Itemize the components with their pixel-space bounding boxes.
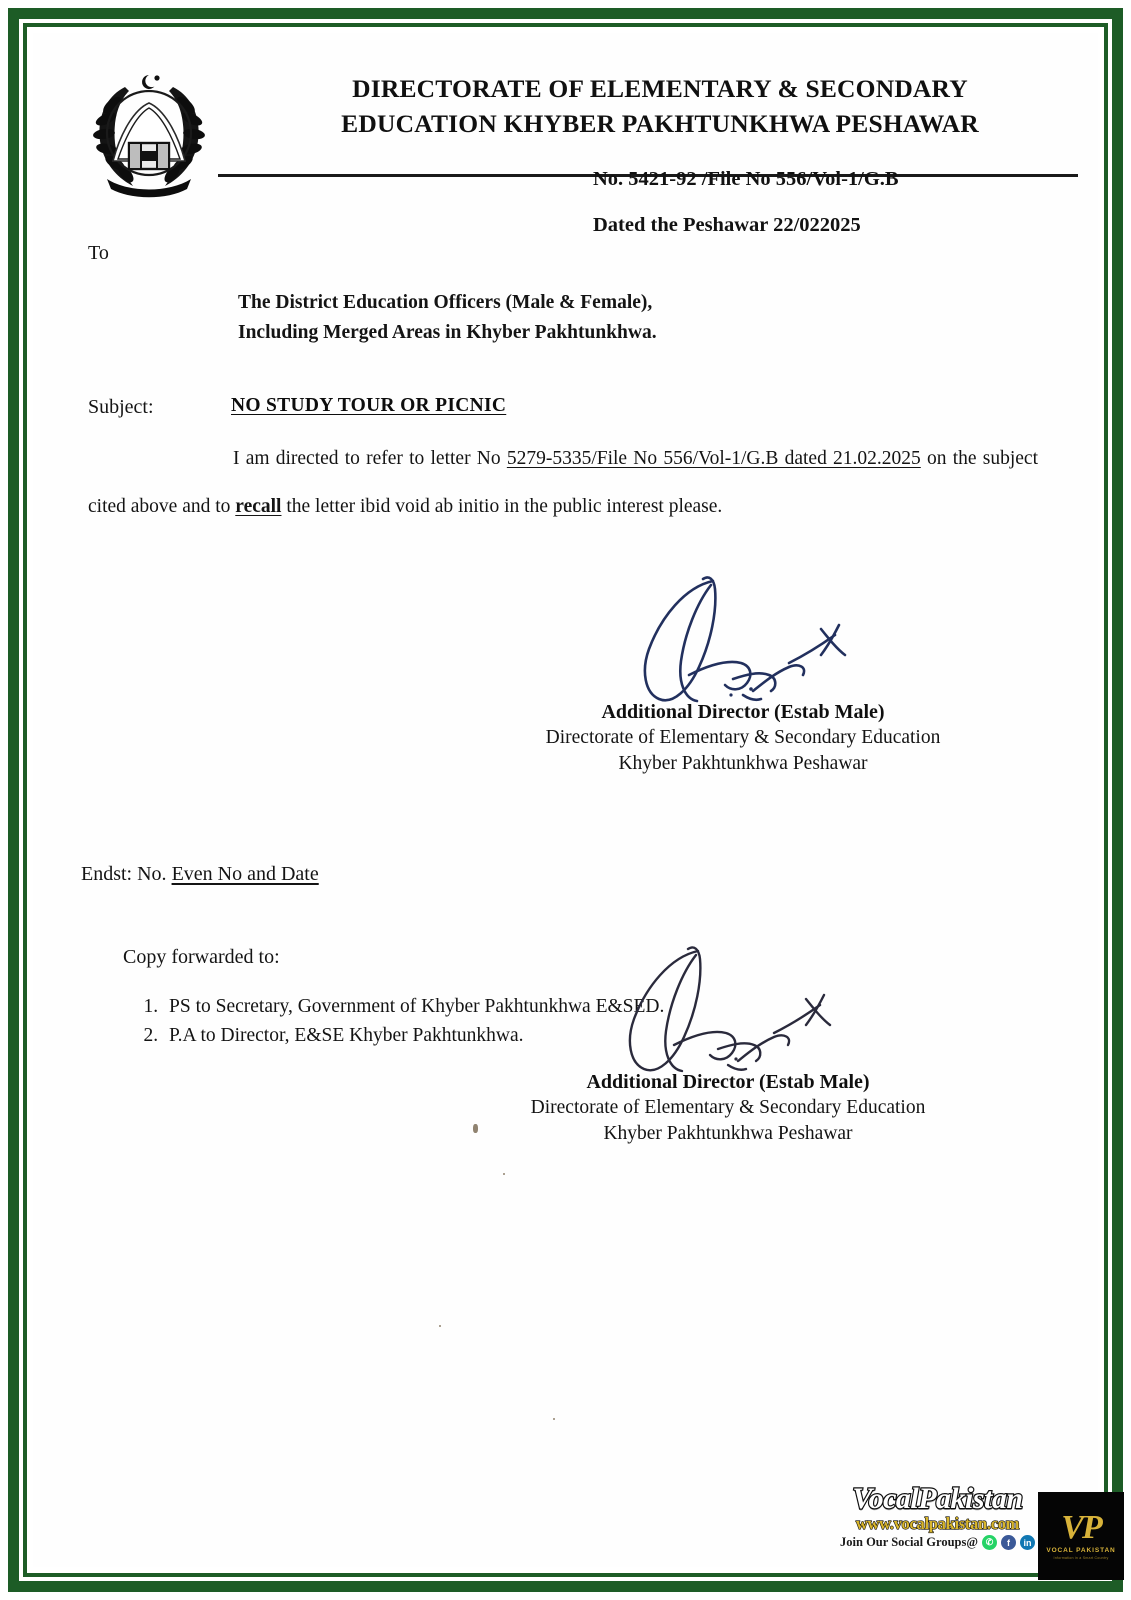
body-text-part-2: on the subject cited above and to	[88, 448, 1038, 517]
whatsapp-icon[interactable]: ✆	[982, 1535, 997, 1550]
scan-speck	[503, 1173, 505, 1175]
watermark-logo-letters: VP	[1061, 1509, 1101, 1547]
signatory-org-line-2: Khyber Pakhtunkhwa Peshawar	[618, 753, 868, 775]
scan-speck	[439, 1325, 441, 1327]
watermark-logo-mark	[1061, 1509, 1101, 1547]
reference-date: Dated the Peshawar 22/022025	[593, 214, 861, 236]
to-label: To	[88, 242, 109, 264]
letter-body	[88, 435, 1038, 531]
signatory-org-line-2: Khyber Pakhtunkhwa Peshawar	[603, 1123, 853, 1145]
letterhead-title	[225, 71, 1095, 141]
signatory-designation: Additional Director (Estab Male)	[601, 701, 885, 723]
endorsement-underlined: Even No and Date	[171, 863, 319, 885]
signatory-org-line-1: Directorate of Elementary & Secondary Education	[545, 727, 941, 748]
addressee-line-2: Including Merged Areas in Khyber Pakhtunkhwa.	[238, 321, 657, 343]
signatory-designation: Additional Director (Estab Male)	[586, 1071, 870, 1093]
list-item: 1. PS to Secretary, Government of Khyber Pakhtunkhwa E&SED.	[163, 993, 664, 1022]
scan-speck	[553, 1418, 555, 1420]
linkedin-icon[interactable]: in	[1020, 1535, 1035, 1550]
addressee-block	[238, 288, 657, 347]
list-item: 2. P.A to Director, E&SE Khyber Pakhtunkhwa.	[163, 1022, 664, 1051]
signatory-org-line-1: Directorate of Elementary & Secondary Education	[530, 1097, 926, 1118]
copy-forwarded-label: Copy forwarded to:	[123, 946, 280, 968]
handwritten-signature-icon	[463, 563, 1023, 713]
body-reference-underlined: 5279-5335/File No 556/Vol-1/G.B dated 21.02.2025	[506, 448, 921, 469]
body-emphasis-recall: recall	[235, 495, 282, 517]
facebook-icon[interactable]: f	[1001, 1535, 1016, 1550]
watermark-text-block	[835, 1484, 1040, 1550]
watermark-url: www.vocalpakistan.com	[855, 1514, 1020, 1533]
watermark-logo-tagline: Information in a Smart Country	[1053, 1555, 1109, 1560]
watermark	[835, 1484, 1125, 1588]
letterhead-line-1: DIRECTORATE OF ELEMENTARY & SECONDARY	[352, 74, 968, 103]
watermark-social-row	[835, 1535, 1040, 1550]
subject-value: NO STUDY TOUR OR PICNIC	[231, 395, 507, 416]
signature-block-1	[463, 563, 1023, 777]
government-crest-icon	[85, 61, 213, 201]
watermark-logo-name: VOCAL PAKISTAN	[1046, 1547, 1116, 1555]
reference-number: No. 5421-92 /File No 556/Vol-1/G.B	[593, 168, 899, 190]
body-text-part-3: the letter ibid void ab initio in the public interest please.	[281, 495, 723, 517]
letterhead-line-2: EDUCATION KHYBER PAKHTUNKHWA PESHAWAR	[341, 109, 979, 139]
endorsement-prefix: Endst: No.	[81, 863, 172, 885]
reference-block	[593, 168, 1063, 260]
body-text-part-1: I am directed to refer to letter No	[233, 448, 507, 469]
letter-sheet	[33, 33, 1101, 1567]
watermark-join-label: Join Our Social Groups@	[840, 1535, 978, 1550]
endorsement-line	[81, 863, 319, 886]
scan-speck	[473, 1124, 478, 1133]
signature-block-2	[448, 933, 1008, 1147]
watermark-brand: VocalPakistan	[852, 1482, 1023, 1515]
handwritten-signature-icon	[448, 933, 1008, 1083]
subject-label: Subject:	[88, 396, 154, 418]
watermark-logo	[1038, 1492, 1124, 1580]
addressee-line-1: The District Education Officers (Male & Female),	[238, 292, 653, 313]
